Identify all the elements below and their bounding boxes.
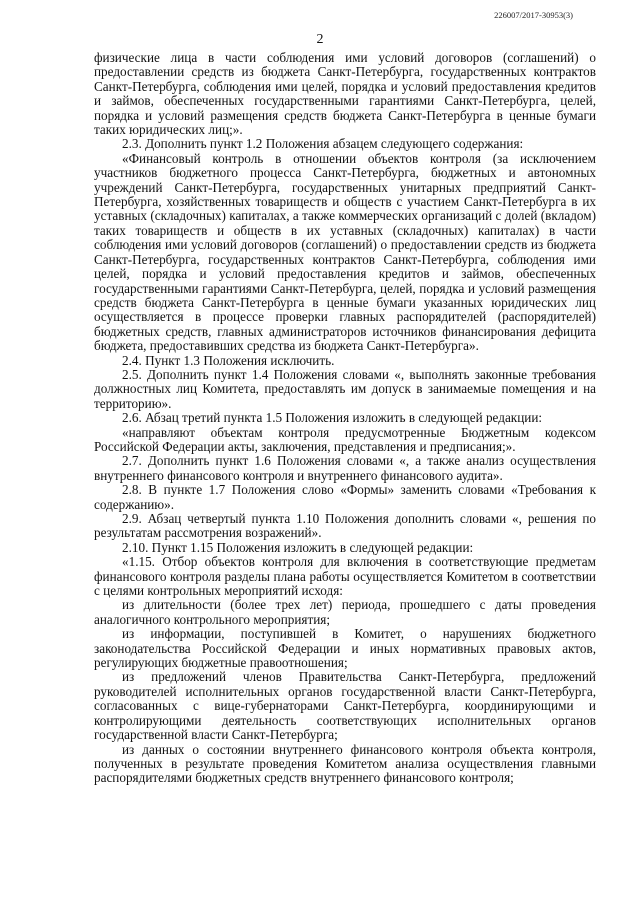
paragraph-2-3: 2.3. Дополнить пункт 1.2 Положения абзацем следующего содержания: (122, 136, 524, 152)
paragraph-2-4: 2.4. Пункт 1.3 Положения исключить. (122, 352, 335, 368)
paragraph-quote-financial-control: «Финансовый контроль в отношении объектов контроля (за исключением участников бюджетного процесса Санкт-Петербурга, бюджетных и автономных учреждений Санкт-Петербурга, государственных унитарных предприятий Санкт-Петербурга, хозяйственных товариществ и обществ с участием Санкт-Петербурга в их уставных (складочных) капиталах, а также коммерческих организаций с долей (вкладом) таких товариществ и обществ в их уставных (складочных) капиталах) в части соблюдения ими условий договоров (соглашений) о предоставлении средств из бюджета Санкт-Петербурга, государственных контрактов Санкт-Петербурга, соблюдения ими целей, порядка и условий предоставления кредитов и займов, обеспеченных государственными гарантиями Санкт-Петербурга, целей, порядка и условий размещения средств бюджета Санкт-Петербурга в ценные бумаги указанных юридических лиц осуществляется в процессе проверки главных распорядителей (распорядителей) бюджетных средств, главных администраторов источников финансирования дефицита бюджета, предоставивших средства из бюджета Санкт-Петербурга». (94, 150, 596, 354)
paragraph-quote-directions: «направляют объектам контроля предусмотренные Бюджетным кодексом Российской Федерации акты, заключения, представления и предписания;». (94, 424, 596, 454)
paragraph-2-8: 2.8. В пункте 1.7 Положения слово «Формы» заменить словами «Требования к содержанию». (94, 482, 596, 512)
paragraph-2-7: 2.7. Дополнить пункт 1.6 Положения словами «, а также анализ осуществления внутреннего финансового контроля и внутреннего финансового аудита». (94, 453, 596, 483)
paragraph-2-10: 2.10. Пункт 1.15 Положения изложить в следующей редакции: (122, 539, 474, 555)
paragraph-criteria-duration: из длительности (более трех лет) периода, прошедшего с даты проведения аналогичного контрольного мероприятия; (94, 597, 596, 627)
paragraph-criteria-proposals: из предложений членов Правительства Санкт-Петербурга, предложений руководителей исполнительных органов государственной власти Санкт-Петербурга, согласованных с вице-губернаторами Санкт-Петербурга, координирующими и контролирующими деятельность соответствующих исполнительных органов государственной власти Санкт-Петербурга; (94, 669, 596, 743)
paragraph-criteria-internal-control: из данных о состоянии внутреннего финансового контроля объекта контроля, полученных в результате проведения Комитетом анализа осуществления главными распорядителями бюджетных средств внутреннего финансового контроля; (94, 741, 596, 786)
paragraph-2-9: 2.9. Абзац четвертый пункта 1.10 Положения дополнить словами «, решения по результатам рассмотрения возражений». (94, 511, 596, 541)
page-number: 2 (316, 32, 324, 47)
document-number: 226007/2017-30953(3) (494, 10, 573, 20)
paragraph-criteria-information: из информации, поступившей в Комитет, о нарушениях бюджетного законодательства Российской Федерации и иных нормативных правовых актов, регулирующих бюджетные правоотношения; (94, 626, 596, 671)
paragraph-2-5: 2.5. Дополнить пункт 1.4 Положения словами «, выполнять законные требования должностных лиц Комитета, предоставлять им допуск в занимаемые помещения и на территорию». (94, 366, 596, 411)
paragraph-continuation: физические лица в части соблюдения ими условий договоров (соглашений) о предоставлении средств из бюджета Санкт-Петербурга, государственных контрактов Санкт-Петербурга, соблюдения ими целей, порядка и условий предоставления кредитов и займов, обеспеченных государственными гарантиями Санкт-Петербурга, целей, порядка и условий размещения средств бюджета Санкт-Петербурга в ценные бумаги таких юридических лиц;». (94, 50, 596, 138)
document-body (94, 51, 596, 786)
paragraph-1-15: «1.15. Отбор объектов контроля для включения в соответствующие предметам финансового контроля разделы плана работы осуществляется Комитетом в соответствии с целями контрольных мероприятий исходя: (94, 554, 596, 599)
paragraph-2-6: 2.6. Абзац третий пункта 1.5 Положения изложить в следующей редакции: (122, 410, 543, 426)
